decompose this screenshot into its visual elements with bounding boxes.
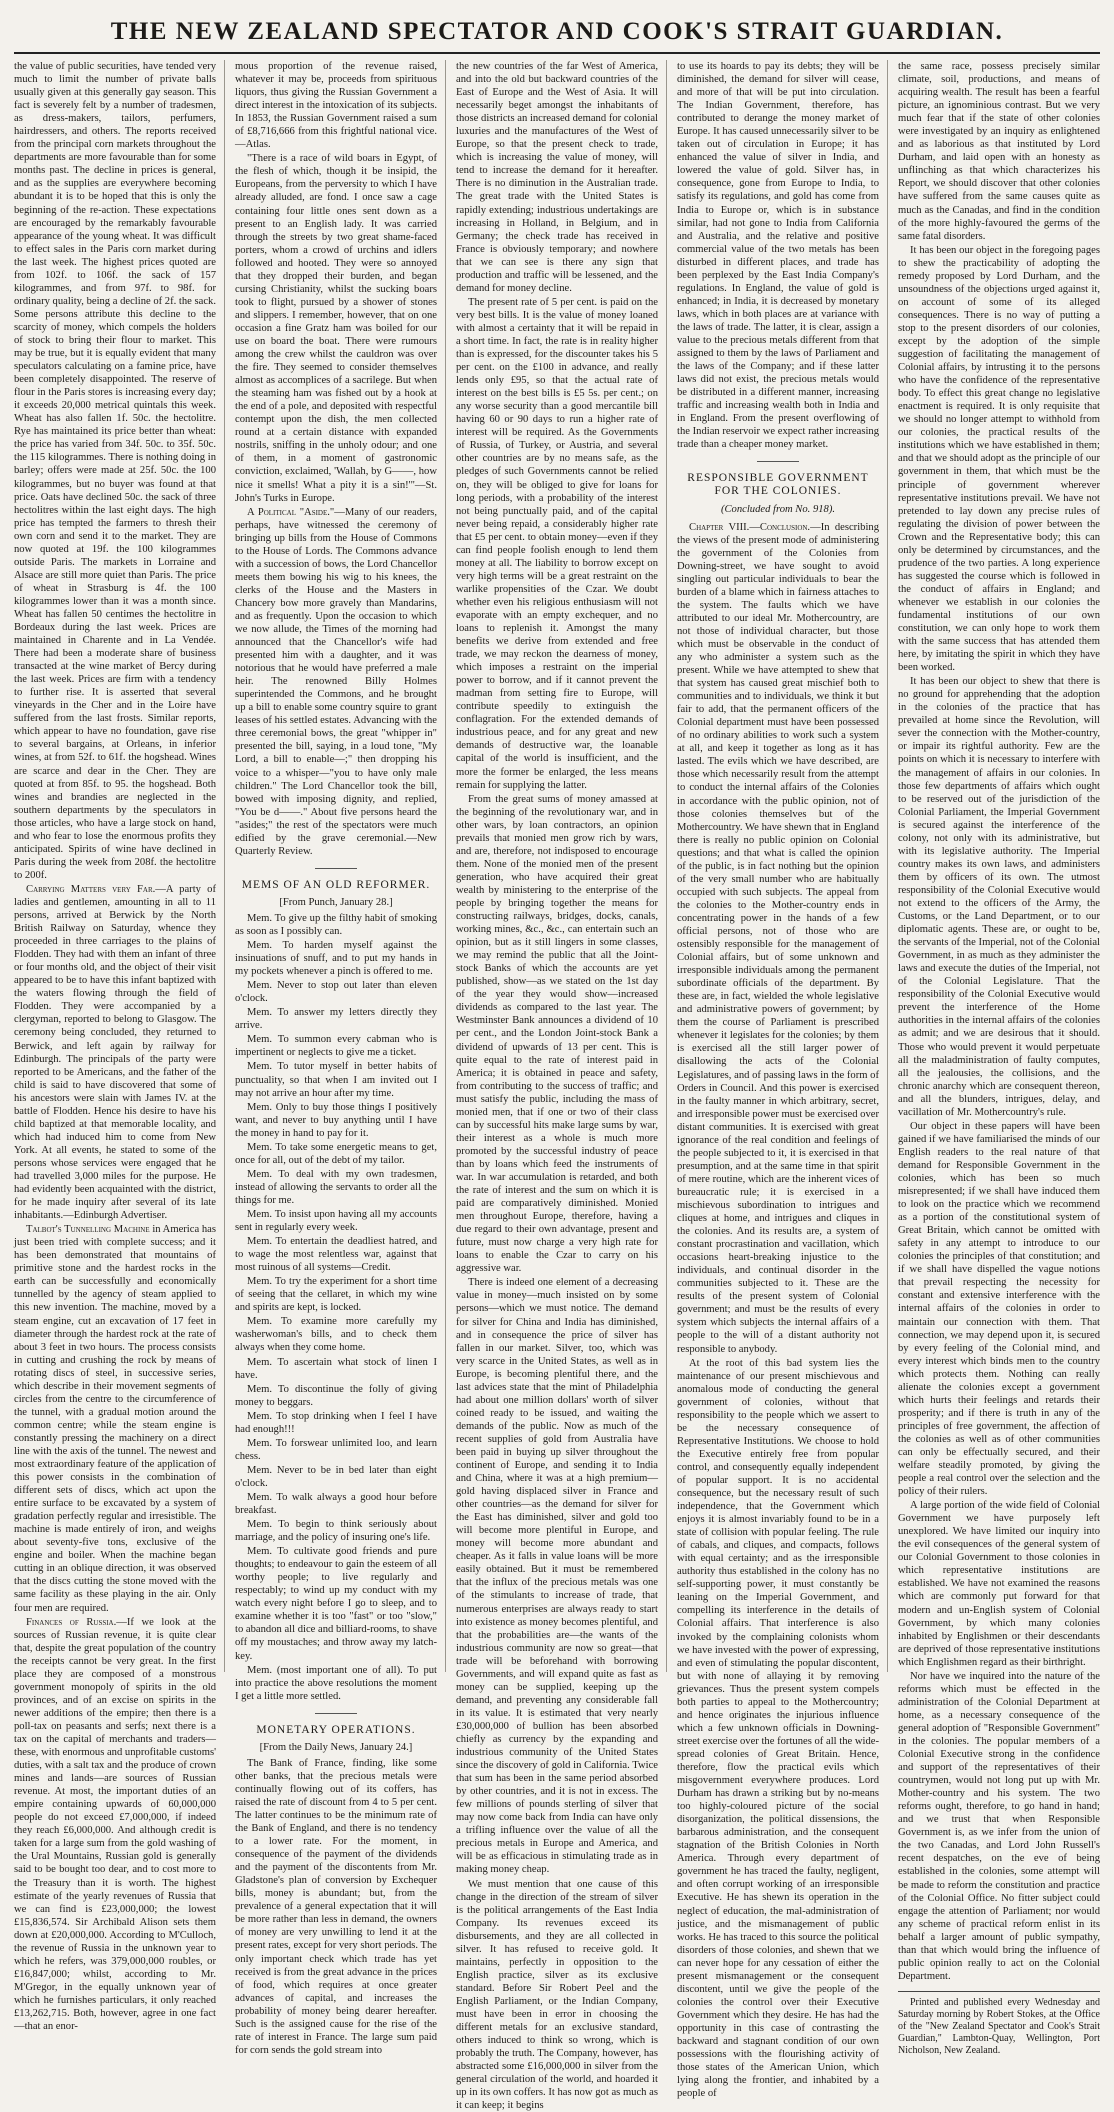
mem-item: Mem. To harden myself against the insinuations of snuff, and to put my hands in my pockets whenever a pinch is offered to me. <box>235 940 437 978</box>
paragraph: "There is a race of wild boars in Egypt, of the flesh of which, though it be insipid, the Europeans, from the perversity to which I have already alluded, are fond. I once saw a cage containing four little ones sent down as a present to an English lady. It was carried through the streets by two great shame-faced porters, whom a crowd of urchins and idlers followed and hooted. They were so annoyed that they dropped their burden, and began cursing Christianity, whilst the sucking boars took to flight, pursued by a shower of stones and slippers. I remember, however, that on one occasion a fine Gratz ham was boiled for our use on board the boat. There were rumours among the crew whilst the cauldron was over the fire. They seemed to consider themselves almost as accomplices of a sacrilege. But when the steaming ham was fished out by a hook at the end of a pole, and deposited with respectful contempt upon the dish, the men collected round at a certain distance with expanded nostrils, sniffing in the unholy odour; and one of them, in a moment of gastronomic conviction, exclaimed, 'Wallah, by G——, how nice it smells! What a pity it is a sin!'"—St. John's Turks in Europe. <box>235 153 437 504</box>
paragraph: There is indeed one element of a decreasing value in money—much insisted on by some persons—which we must notice. The demand for silver for China and India has diminished, and in consequence the price of silver has fallen in our market. Silver, too, which was very scarce in the United States, as well as in Europe, is becoming plentiful there, and the last advices state that the mint of Philadelphia had about one million dollars' worth of silver coined ready to be issued, and waiting the demands of the public. Now as much of the recent supplies of gold from Australia have been paid in buying up silver throughout the continent of Europe, and sending it to India and China, where it was at a high premium—gold having displaced silver in France and other countries—as the demand for silver for the East has diminished, silver and gold too will become more plentiful in Europe, and money will become more abundant and cheaper. As it falls in value loans will be more easily obtained. But it must be remembered that the influx of the precious metals was one of the stimulants to increase of trade, that numerous enterprises are always ready to start into existence as money becomes plentiful, and that the probabilities are—the wants of the industrious community are now so great—that trade will be beforehand with borrowing Governments, and will expand quite as fast as money can be supplied, keeping up the demand, and preventing any considerable fall in its value. It is estimated that very nearly £30,000,000 of bullion has been absorbed chiefly as currency by the expanding and industrious community of the United States since the discovery of gold in California. Twice that sum has been in the same period absorbed by other countries, and it is not in excess. The few millions of pounds sterling of silver that may now come back from India can have only a trifling influence over the value of all the precious metals in Europe and America, and will be as efficacious in stimulating trade as in making money cheap. <box>456 1277 658 1876</box>
mem-item: Mem. To forswear unlimited loo, and learn chess. <box>235 1437 437 1462</box>
item-heading: Finances of Russia. <box>26 1616 117 1628</box>
mem-item: Mem. Never to be in bed later than eight o'clock. <box>235 1464 437 1489</box>
paragraph: We must mention that one cause of this change in the direction of the stream of silver is the political arrangements of the East India Company. Its revenues exceed its disbursements, and they are all collected in silver. It has refused to receive gold. It maintains, perfectly in opposition to the English practice, silver as its exclusive standard. Before Sir Robert Peel and the English Parliament, or the Indian Company, must have been in error in choosing the different metals for an exclusive standard, others induced to think so wrong, which is probably the truth. The Company, however, has abstracted some £16,000,000 in silver from the general circulation of the world, and hoarded it up in its own coffers. It has now got as much as it can keep; it begins <box>456 1878 658 2112</box>
item-body: in America has just been tried with complete success; and it has been demonstrated that mountains of primitive stone and the hardest rocks in the earth can be successfully and economically tunnelled by the agency of steam applied to this new invention. The machine, moved by a steam engine, cut an excavation of 17 feet in diameter through the hardest rock at the rate of about 3 feet in two hours. The process consists in cutting and crushing the rock by means of rotating discs of steel, in successive series, which describe in their movement segments of circles from the centre to the circumference of the tunnel, with a gradual motion around the common centre; while the steam engine is constantly pressing the machinery on a direct line with the axis of the tunnel. The newest and most extraordinary feature of the application of this power consists in the combination of different sets of discs, which act upon the entire surface to be excavated by a system of gradation perfectly regular and irresistible. The machine is made entirely of iron, and weighs about seventy-five tons, exclusive of the engine and boiler. When the machine began cutting in an oblique direction, it was observed that the discs cutting the stone moved with the same facility as these playing in the air. Only four men are required. <box>14 1224 216 1614</box>
columns <box>14 60 1100 2112</box>
paragraph <box>14 1223 216 1614</box>
article-source: [From Punch, January 28.] <box>279 896 393 908</box>
paragraph <box>677 521 879 1356</box>
article-title: MEMS OF AN OLD REFORMER. <box>241 878 431 891</box>
mem-item: Mem. To ascertain what stock of linen I have. <box>235 1356 437 1381</box>
paragraph <box>14 1616 216 2034</box>
mem-item: Mem. To entertain the deadliest hatred, and to wage the most relentless war, against that most ruinous of all systems—Credit. <box>235 1236 437 1274</box>
item-heading: A Political "Aside." <box>247 506 335 518</box>
section-divider <box>315 1713 357 1714</box>
paragraph: the value of public securities, have tended very much to limit the number of private balls usually given at this generally gay season. This fact is severely felt by a number of tradesmen, as dress-makers, tailors, perfumers, hairdressers, and others. The reports received from the principal corn markets throughout the departments are more favourable than for some months past. The decline in prices is general, and as the supplies are everywhere becoming abundant it is to be hoped that this is only the beginning of the re-action. These expectations are encouraged by the remarkably favourable appearance of the young wheat. It was difficult to effect sales in the Paris corn market during the last week. The highest prices quoted are from 102f. to 106f. the sack of 157 kilogrammes, and from 97f. to 98f. for ordinary quality, being a decline of 2f. the sack. Some persons attribute this decline to the scarcity of money, which compels the holders of stock to bring their flour to market. This may be true, but it is equally evident that many speculators calculating on a famine price, have been completely disappointed. The reserve of flour in the Paris stores is increasing every day; it exceeds 20,000 metrical quintals this week. Wheat has also fallen 1f. 50c. the hectolitre. Rye has maintained its price better than wheat: the price has varied from 34f. 50c. to 35f. 50c. the 115 kilogrammes. There is nothing doing in barley; offers were made at 25f. 50c. the 100 kilogrammes, but no buyer was found at that price. Oats have declined 50c. the sack of three hectolitres within the last eight days. The high price has tempted the farmers to thresh their own corn and send it to the market. They are now quoted at 19f. the 100 kilogrammes outside Paris. The markets in Lorraine and Alsace are still more quiet than Paris. The price of wheat in Strasburg is 4f. the 100 kilogrammes lower than it was a month since. Wheat has fallen 50 centimes the hectolitre in Bordeaux during the last week. Prices are maintained in Charente and in La Vendée. There had been a moderate share of business transacted at the wine market of Bercy during the last week. Prices are firm with a tendency to further rise. It is asserted that several vineyards in the Cher and in the Loire have suffered from the last frosts. Similar reports, which appear to have no foundation, gave rise to several bargains, at Orleans, in inferior wines, at from 52f. to 61f. the hogshead. Wines are scarce and dear in the Cher. They are quoted at from 85f. to 95. the hogshead. Both wines and brandies are neglected in the southern departments by the speculators in those articles, who have a large stock on hand, and who fear to lose the enormous profits they anticipated. Spirits of wine have declined in Paris during the week from 208f. the hectolitre to 200f. <box>14 61 216 881</box>
mem-item: Mem. To insist upon having all my accounts sent in regularly every week. <box>235 1208 437 1234</box>
item-heading: Carrying Matters very Far. <box>26 883 156 895</box>
article-title: RESPONSIBLE GOVERNMENT FOR THE COLONIES. <box>687 472 869 498</box>
mem-item: Mem. To cultivate good friends and pure thoughts; to endeavour to gain the esteem of all worthy people; to live regularly and respectably; to wind up my conduct with my watch every night before I go to sleep, and to examine whether it is too "fast" or too "slow," to abandon all dice and billiard-rooms, to shave off my moustaches; and throw away my latch-key. <box>235 1546 437 1662</box>
mem-item: Mem. To examine more carefully my washerwoman's bills, and to check them always when they come home. <box>235 1316 437 1354</box>
article-subtitle: (Concluded from No. 918). <box>720 503 836 515</box>
paragraph: From the great sums of money amassed at the beginning of the revolutionary war, and in other wars, by loan contractors, an opinion prevails that monied men grow rich by wars, and are, therefore, not indisposed to encourage them. None of the monied men of the present generation, who have acquired their great wealth by ministering to the enterprise of the people by bringing together the means for constructing railways, bridges, docks, canals, working mines, &c., &c., can entertain such an opinion, but as it still lingers in some classes, we may remind the public that all the Joint-stock Banks of which the accounts are yet published, show—as we stated on the 1st day of the year they would show—increased dividends as compared to the last year. The Westminster Bank announces a dividend of 10 per cent., and the London Joint-stock Bank a dividend of upwards of 13 per cent. This is quite equal to the rate of interest paid in America; it is obtained in peace and safety, from contributing to the success of traffic; and must satisfy the public, including the mass of monied men, that if one or two of their class can by successful hits make large sums by war, their interest as a whole is much more promoted by the successful industry of peace than by loans which feed the instruments of war. In war accumulation is retarded, and both the rate of interest and the sum on which it is paid are comparatively diminished. Monied men throughout Europe, therefore, having a due regard to their own advantage, present and future, must now charge a very high rate for loans to enable the Czar to carry on his aggressive war. <box>456 793 658 1275</box>
mem-item: Mem. To deal with my own tradesmen, instead of allowing the servants to order all the things for me. <box>235 1168 437 1206</box>
paragraph: At the root of this bad system lies the maintenance of our present mischievous and anomalous mode of conducting the general government of colonies, without that responsibility to the people which we assert to be the necessary consequence of Representative Institutions. We choose to hold the Executive entirely free from popular control, and consequently equally independent of popular support. It is no accidental consequence, but the necessary result of such independence, that the Government which enjoys it is almost invariably found to be in a state of collision with popular feeling. The rule of cabals, and cliques, and compacts, follows with equal certainty; and as the irresponsible authority thus established in the colony has no self-supporting power, it must constantly be leaning on the Imperial Government, and compelling its interference in the details of Colonial affairs. That interference is also invoked by the complaining colonists whom we have invested with the power of expressing, and even of stimulating the popular discontent, but with none of allaying it by removing grievances. Thus the present system compels both parties to appeal to the Mothercountry; and hence originates the injurious influence which a few unknown officials in Downing-street exercise over the fortunes of all the wide-spread colonies of Great Britain. Hence, therefore, flow the practical evils which misgovernment everywhere produces. Lord Durham has drawn a striking but by no-means too highly-coloured picture of the social disorganization, the political dissensions, the barbarous administration, and the consequent stagnation of the British Colonies in North America. Through every department of government he has traced the faulty, negligent, and often corrupt working of an irresponsible Executive. He has shewn its operation in the neglect of education, the mal-administration of justice, and the mismanagement of public works. He has traced to this source the political disorders of those colonies, and shewn that we can never hope for any cessation of either the present mismanagement or the consequent discontent, until we give the people of the colonies the control over their Executive Government which they desire. He has had the opportunity in this case of contrasting the backward and stagnant condition of our own possessions with the flourishing activity of those states of the American Union, which lying along the frontier, and inhabited by a people of <box>677 1357 879 2100</box>
paragraph <box>235 506 437 858</box>
paragraph: to use its hoards to pay its debts; they will be diminished, the demand for silver will cease, and more of that will be put into circulation. The Indian Government, therefore, has contributed to derange the money market of Europe. It has caused unnecessarily silver to be taken out of circulation in Europe; it has enhanced the value of silver in India, and lowered the value of gold. Silver has, in consequence, gone from Europe to India, to satisfy its regulations, and gold has come from India to Europe or, which is in substance similar, had not gone to India from California and Australia, and the relative and positive commercial value of the two metals has been disturbed in different places, and trade has been perplexed by the East India Company's regulations. In England, the value of gold is enhanced; in India, it is decreased by monetary laws, which in both places are at variance with the laws of trade. The latter, it is clear, assign a value to the precious metals different from that assigned to them by the laws of Parliament and the laws of the Company; and if these latter laws did not exist, the precious metals would be distributed in a different manner, increasing traffic and increasing wealth both in India and in England. From the present overflowing of the Indian reservoir we expect rather increasing trade than a cheaper money market. <box>677 61 879 451</box>
paragraph: It has been our object to shew that there is no ground for apprehending that the adoption in the colonies of the practice that has prevailed at home since the Revolution, will sever the connection with the Mother-country, or impair its rightful authority. Few are the points on which it is necessary to interfere with the management of affairs in our colonies. In those few departments of affairs which ought to be reserved out of the jurisdiction of the Colonial Parliament, the Imperial Government is secured against the interference of the colony, not only with its administrative, but with its legislative authority. The Imperial country makes its own laws, and administers them by officers of its own. The utmost responsibility of the Colonial Executive would not extend to the officers of the Army, the Customs, or the Land Department, or to our diplomatic agents. These are, or ought to be, the servants of the Imperial, not of the Colonial Government, in as much as they administer the laws and execute the duties of the Imperial, not of the Colonial Legislature. That the responsibility of the Colonial Executive would prevent the interference of the Home authorities in the internal affairs of the colonies as admit; and we are desirous that it should. Those who would prevent it would perpetuate all the maladministration of faulty computes, all the jealousies, the collisions, and the chronic anarchy which are consequent thereon, and all the blunders, intrigues, delay, and vacillation of Mr. Mothercountry's rule. <box>898 676 1100 1118</box>
paragraph: the new countries of the far West of America, and into the old but backward countries of the East of Europe and the West of Asia. It will necessarily beget amongst the inhabitants of those districts an increased demand for colonial luxuries and the manufactures of the West of Europe, so that the present check to trade, which is increasing the value of money, will tend to increase the demand for it hereafter. There is no diminution in the Australian trade. The great trade with the United States is rapidly extending; industrious undertakings are increasing in Holland, in Belgium, and in Germany; the check trade has received in France is obviously temporary; and nowhere that we can see is there any sign that production and traffic will be lessened, and the demand for money decline. <box>456 61 658 294</box>
masthead-title: THE NEW ZEALAND SPECTATOR AND COOK'S STRAIT GUARDIAN. <box>14 12 1100 54</box>
paragraph: The Bank of France, finding, like some other banks, that the precious metals were continually flowing out of its coffers, has raised the rate of discount from 4 to 5 per cent. The latter continues to be the minimum rate of the Bank of England, and there is no tendency to a lower rate. For the moment, in consequence of the payment of the dividends and the payment of the discontents from Mr. Gladstone's plan of conversion by Exchequer bills, money is abundant; but, from the prevalence of a general expectation that it will be more rather than less in demand, the owners of money are very unwilling to lend it at the present rates, except for very short periods. The only important check which trade has yet received is from the great advance in the prices of food, which requires at once greater advances of capital, and increases the probability of money being dearer hereafter. Such is the assigned cause for the rise of the rate of interest in France. The large sum paid for corn sends the gold stream into <box>235 1757 437 2056</box>
chapter-heading: Chapter VIII.—Conclusion. <box>689 521 811 533</box>
column-4 <box>677 60 888 2100</box>
section-divider <box>315 868 357 869</box>
section-divider <box>757 461 799 462</box>
column-5 <box>898 60 1100 2056</box>
mem-item: Mem. To summon every cabman who is impertinent or neglects to give me a ticket. <box>235 1034 437 1059</box>
mem-item: Mem. Never to stop out later than eleven o'clock. <box>235 980 437 1005</box>
mem-item: Mem. To walk always a good hour before breakfast. <box>235 1491 437 1517</box>
mem-item: Mem. To tutor myself in better habits of punctuality, so that when I am invited out I may not arrive an hour after my time. <box>235 1061 437 1099</box>
item-body: —If we look at the sources of Russian revenue, it is quite clear that, despite the great population of the country the receipts cannot be very great. In the first place they are composed of a monstrous government monopoly of spirits in the old provinces, and of an excise on spirits in the newer additions of the empire; then there is a poll-tax on peasants and serfs; next there is a tax on the capital of merchants and traders—these, with enormous and unprofitable customs' duties, with a salt tax and the produce of crown mines and lands—are sources of Russian revenue. At most, the important duties of an empire containing upwards of 60,000,000 people do not exceed £7,000,000, if indeed they reach £6,000,000. And although credit is taken for a large sum from the gold washing of the Ural Mountains, Russian gold is generally said to be bought too dear, and to cost more to the Treasury than it is worth. The highest estimate of the yearly revenues of Russia that we can find is £23,000,000; the lowest £15,836,574. Sir Archibald Alison sets them down at £20,000,000. According to M'Culloch, the revenue of Russia in the unknown year to which he refers, was 379,000,000 roubles, or £16,847,000; whilst, according to Mr. M'Gregor, in the equally unknown year of which he furnishes particulars, it only reached £13,262,715. Both, however, agree in one fact—that an enor- <box>14 1616 216 2033</box>
mem-item: Mem. To begin to think seriously about marriage, and the policy of insuring one's life. <box>235 1519 437 1544</box>
column-2 <box>235 60 446 2056</box>
paragraph: the same race, possess precisely similar climate, soil, productions, and means of acquiring wealth. The result has been a fearful picture, an ignominious contrast. But we very much fear that if the state of other colonies were investigated by an inquiry as enlightened and as laborious as that instituted by Lord Durham, and laid open with an honesty as unflinching as that which characterizes his Report, we should discover that other colonies have suffered from the same causes quite as much as the Canadas, and find in the condition of the more highly-favoured the germs of the same fatal disorders. <box>898 61 1100 242</box>
article-title: MONETARY OPERATIONS. <box>256 1723 416 1736</box>
item-body: —Many of our readers, perhaps, have witnessed the ceremony of bringing up bills from the House of Commons to the House of Lords. The Commons advance with a succession of bows, the Lord Chancellor meets them bowing his wig to his knees, the clerks of the House and the Masters in Chancery bow more gravely than Mandarins, and as frequently. Upon the occasion to which we now allude, the Times of the morning had announced that the Chancellor's wife had presented him with a daughter, and it was notorious that he would have preferred a male heir. The renowned Billy Holmes superintended the Commons, and he brought up a bill to enable some country squire to grant leases of his settled estates. Advancing with the three ceremonial bows, the great "whipper in" presented the bill, saying, in a loud tone, "My Lord, a bill to enable—;" then dropping his voice to a whisper—"you to have only male children." The Lord Chancellor took the bill, bowed with imposing dignity, and replied, "You be d——." About five persons heard the "asides;" the rest of the spectators were much edified by the grave ceremonial.—New Quarterly Review. <box>235 506 437 857</box>
mem-item: Mem. To take some energetic means to get, once for all, out of the debt of my tailor. <box>235 1141 437 1166</box>
column-3 <box>456 60 667 2112</box>
column-1 <box>14 60 225 2033</box>
mem-item: Mem. To stop drinking when I feel I have had enough!!! <box>235 1410 437 1435</box>
printer-imprint: Printed and published every Wednesday and Saturday morning by Robert Stokes, at the Office of the "New Zealand Spectator and Cook's Strait Guardian," Lambton-Quay, Wellington, Port Nicholson, New Zealand. <box>898 1991 1100 2057</box>
paragraph: It has been our object in the foregoing pages to shew the practicability of adopting the remedy proposed by Lord Durham, and the unsoundness of the objections urged against it, on account of some of its alleged consequences. There is no way of putting a stop to the present disorders of our colonies, except by the adoption of the simple suggestion of facilitating the management of Colonial affairs, by intrusting it to the persons who have the confidence of the representative body. To effect this great change no legislative enactment is required. It is only requisite that we should no longer attempt to withhold from our colonies, the practical results of the institutions which we have established in them; and that we should adopt as the principle of our government in them, that which must be the principle of government wherever representative institutions prevail. We have not pretended to lay down any precise rules of regulating the division of power between the Crown and the Representative body; this can only be determined by circumstances, and the prudence of the two parties. A long experience has suggested the course which is followed in the conduct of affairs in England; and whenever we establish in our colonies the fundamental institutions of our own constitution, we can only hope to work them with the same success that has attended them here, by imitating the spirit in which they have been worked. <box>898 244 1100 674</box>
paragraph: mous proportion of the revenue raised, whatever it may be, proceeds from spirituous liquors, thus giving the Russian Government a direct interest in the intoxication of its subjects. In 1853, the Russian Government raised a sum of £8,716,666 from this frightful national vice.—Atlas. <box>235 61 437 151</box>
paragraph: Nor have we inquired into the nature of the reforms which must be effected in the administration of the Colonial Department at home, as a necessary consequence of the general adoption of "Responsible Government" in the colonies. The popular members of a Colonial Executive strong in the confidence and support of the representatives of their countrymen, would not long put up with Mr. Mother-country and his system. The two reforms ought, therefore, to go hand in hand; and we trust that when Responsible Government is, as we infer from the union of the two Canadas, and Lord John Russell's recent despatches, on the eve of being established in the colonies, some attempt will be made to reform the constitution and practice of the Colonial Office. No fitter subject could engage the attention of Parliament; nor would any scheme of practical reform enlist in its behalf a larger amount of public sympathy, than that which would bring the influence of public opinion really to act on the Colonial Department. <box>898 1670 1100 1982</box>
paragraph: Our object in these papers will have been gained if we have familiarised the minds of our English readers to the real nature of that demand for Responsible Government in the colonies, which has been so much misrepresented; if we shall have induced them to look on the practice which we recommend as a portion of the constitutional system of Great Britain, which cannot be omitted with safety in any attempt to introduce to our colonies the principles of that constitution; and if we shall have dispelled the vague notions that prevail respecting the necessity for constant and extensive interference with the internal affairs of the colonies in order to maintain our connection with them. That connection, we may depend upon it, is secured by every feeling of the Colonial mind, and every interest which binds men to the country which protects them. Nothing can really alienate the colonies except a government which hurts their feelings and retards their prosperity; and if there is truth in any of the principles of free government, the affection of the colonies as well as of other communities can only be effectually secured, and their welfare steadily promoted, by giving the people a real control over the selection and the policy of their rulers. <box>898 1120 1100 1498</box>
paragraph: A large portion of the wide field of Colonial Government we have purposely left unexplored. We have limited our inquiry into the evil consequences of the general system of our Colonial Government to those colonies in which representative institutions are established. We have not examined the reasons which are commonly put forward for that modern and un-English system of Colonial Government, by which many colonies inhabited by Englishmen or their descendants are deprived of those representative institutions which Englishmen regard as their birthright. <box>898 1500 1100 1668</box>
mem-item: Mem. To discontinue the folly of giving money to beggars. <box>235 1383 437 1408</box>
mem-item: Mem. To answer my letters directly they arrive. <box>235 1007 437 1032</box>
item-heading: Talbot's Tunnelling Machine <box>26 1224 150 1236</box>
paragraph: The present rate of 5 per cent. is paid on the very best bills. It is the value of money loaned with almost a certainty that it will be repaid in a short time. In fact, the rate is in reality higher than is expressed, for the discounter takes his 5 per cent. on the £100 in advance, and really lends only £95, so that the actual rate of interest on the best bills is £5 5s. per cent.; on any worse security than a good mercantile bill having 60 or 90 days to run a higher rate of interest will be required. As the Governments of Russia, of Turkey, or Austria, and several other countries are by no means safe, as the pledges of such Governments cannot be relied on, they will be obliged to give for loans for long periods, with a probability of the interest not being punctually paid, and of the capital never being repaid, a considerably higher rate that £5 per cent. to obtain money—even if they can find people foolish enough to lend them money at all. The liability to borrow except on very high terms will be a great restraint on the warlike propensities of the Czar. We doubt whether even his religious enthusiasm will not evaporate with an empty exchequer, and no loans to replenish it. Amongst the many benefits we derive from extended and free trade, we may reckon the dearness of money, which imposes a restraint on the imperial power to borrow, and if it cannot prevent the madman from setting fire to Europe, will contribute speedily to extinguish the conflagration. For the extended demands of industrious peace, and for any great and new demands of destructive war, the loanable capital of the world is insufficient, and the more the former be enlarged, the less means remain for supplying the latter. <box>456 296 658 791</box>
mem-item: Mem. (most important one of all). To put into practice the above resolutions the moment I get a little more settled. <box>235 1664 437 1702</box>
mems-list <box>235 912 437 1703</box>
mem-item: Mem. Only to buy those things I positively want, and never to buy anything until I have the money in hand to pay for it. <box>235 1101 437 1139</box>
article-source: [From the Daily News, January 24.] <box>259 1741 413 1753</box>
paragraph <box>14 883 216 1222</box>
mem-item: Mem. To try the experiment for a short time of seeing that the cellaret, in which my wine and spirits are kept, is locked. <box>235 1276 437 1314</box>
mem-item: Mem. To give up the filthy habit of smoking as soon as I possibly can. <box>235 912 437 937</box>
item-body: —A party of ladies and gentlemen, amounting in all to 11 persons, arrived at Berwick by the North British Railway on Saturday, whence they proceeded in three carriages to the plains of Flodden. They had with them an infant of three or four months old, and the object of their visit appeared to be to have this infant baptized with the waters flowing through the field of Flodden. They were accompanied by a clergyman, reported to belong to Glasgow. The ceremony being concluded, they returned to Berwick, and left again by railway for Edinburgh. The principals of the party were reported to be Americans, and the father of the child is said to have discovered that some of his ancestors were slain with James IV. at the battle of Flodden. Hence his desire to have his child baptized at that memorable locality, and which had induced him to come from New York. At all events, he stated to some of the persons whose services were engaged that he had travelled 3,000 miles for the purpose. He had evidently been acquainted with the district, for he made inquiry after several of its late inhabitants.—Edinburgh Advertiser. <box>14 883 216 1222</box>
item-body: —In describing the views of the present mode of administering the government of the Colonies from Downing-street, we have sought to avoid singling out particular individuals to bear the burden of a blame which in fairness attaches to the system. The faults which we have attributed to our ideal Mr. Mothercountry, are not those of individual character, but those which must be observable in the conduct of any who administer a system such as the present. While we have attempted to shew that that system has caused great mischief both to communities and to individuals, we think it but fair to add, that the permanent officers of the Colonial department must have been possessed of no ordinary abilities to work such a system at all, and keep it together as long as it has lasted. The evils which we have described, are those which necessarily result from the attempt to conduct the internal affairs of the Colonies in accordance with the public opinion, not of those colonies themselves but of the Mothercountry. We have shewn that in England there is really no public opinion on Colonial questions; and that what is called the opinion of the public, is in fact nothing but the opinion of the very small number who are habitually occupied with such subjects. The appeal from the colonies to the Mother-country ends in concentrating power in the hands of a few official persons, not of those who are ostensibly responsible for the management of Colonial affairs, but of some unknown and irresponsible individuals among the permanent subordinate officials of the department. By these are, in fact, wielded the whole legislative and administrative powers of government; by them the course of Parliament is prescribed whenever it legislates for the colonies; by them is exercised all the still larger power of disallowing the acts of the Colonial Legislatures, and of passing laws in the form of Orders in Council. And this power is exercised in the faulty manner in which arbitrary, secret, and irresponsible power must be exercised over distant communities. It is exercised with great ignorance of the real condition and feelings of the people subjected to it, it is exercised in that presumption, and at the same time in that spirit of mere routine, which are the inherent vices of bureaucratic rule; it is exercised in a mischievous subordination to intrigues and cliques at home, and intrigues and cliques in the colonies. And its results are, a system of constant procrastination and vacillation, which occasions heart-breaking injustice to the individuals, and continual disorder in the communities subjected to it. These are the results of the present system of Colonial government; and must be the results of every system which subjects the internal affairs of a people to the will of a distant authority not responsible to anybody. <box>677 521 879 1355</box>
